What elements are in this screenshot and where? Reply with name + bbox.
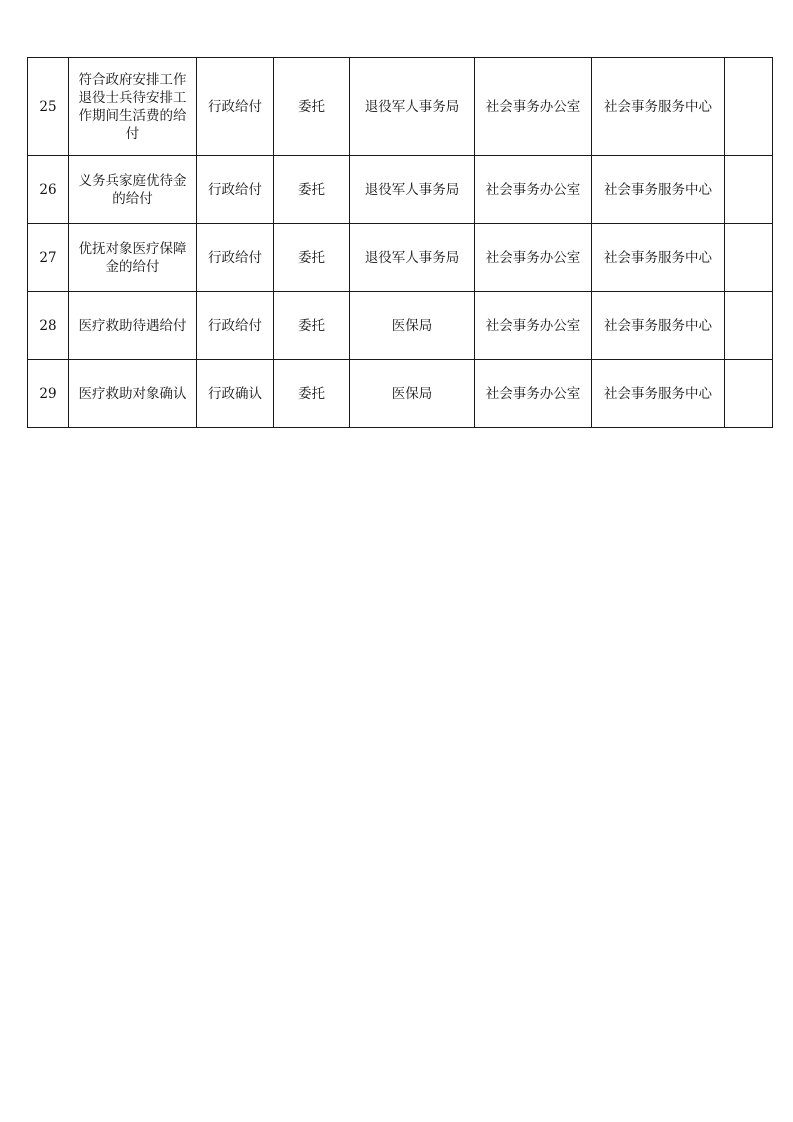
table-row	[28, 224, 773, 292]
source-department: 退役军人事务局	[350, 58, 475, 156]
delegation-mode: 委托	[274, 58, 350, 156]
item-type: 行政给付	[197, 292, 274, 360]
responsible-office: 社会事务办公室	[475, 156, 592, 224]
item-name: 义务兵家庭优待金的给付	[69, 156, 197, 224]
item-type: 行政给付	[197, 156, 274, 224]
row-number: 28	[28, 292, 69, 360]
service-center: 社会事务服务中心	[592, 360, 725, 428]
remark-cell	[725, 58, 773, 156]
source-department: 医保局	[350, 360, 475, 428]
table-row	[28, 58, 773, 156]
source-department: 退役军人事务局	[350, 156, 475, 224]
service-center: 社会事务服务中心	[592, 58, 725, 156]
responsible-office: 社会事务办公室	[475, 360, 592, 428]
item-name: 优抚对象医疗保障金的给付	[69, 224, 197, 292]
row-number: 25	[28, 58, 69, 156]
responsible-office: 社会事务办公室	[475, 224, 592, 292]
service-center: 社会事务服务中心	[592, 224, 725, 292]
source-department: 医保局	[350, 292, 475, 360]
remark-cell	[725, 292, 773, 360]
source-department: 退役军人事务局	[350, 224, 475, 292]
item-name: 医疗救助待遇给付	[69, 292, 197, 360]
item-name: 医疗救助对象确认	[69, 360, 197, 428]
delegation-mode: 委托	[274, 224, 350, 292]
responsible-office: 社会事务办公室	[475, 292, 592, 360]
remark-cell	[725, 360, 773, 428]
service-center: 社会事务服务中心	[592, 156, 725, 224]
row-number: 26	[28, 156, 69, 224]
item-name: 符合政府安排工作退役士兵待安排工作期间生活费的给付	[69, 58, 197, 156]
row-number: 27	[28, 224, 69, 292]
delegation-mode: 委托	[274, 156, 350, 224]
service-center: 社会事务服务中心	[592, 292, 725, 360]
remark-cell	[725, 224, 773, 292]
item-type: 行政确认	[197, 360, 274, 428]
delegation-mode: 委托	[274, 360, 350, 428]
table-row	[28, 360, 773, 428]
delegation-mode: 委托	[274, 292, 350, 360]
item-type: 行政给付	[197, 224, 274, 292]
responsible-office: 社会事务办公室	[475, 58, 592, 156]
row-number: 29	[28, 360, 69, 428]
item-type: 行政给付	[197, 58, 274, 156]
table-row	[28, 156, 773, 224]
table-row	[28, 292, 773, 360]
remark-cell	[725, 156, 773, 224]
authority-table	[27, 57, 773, 428]
